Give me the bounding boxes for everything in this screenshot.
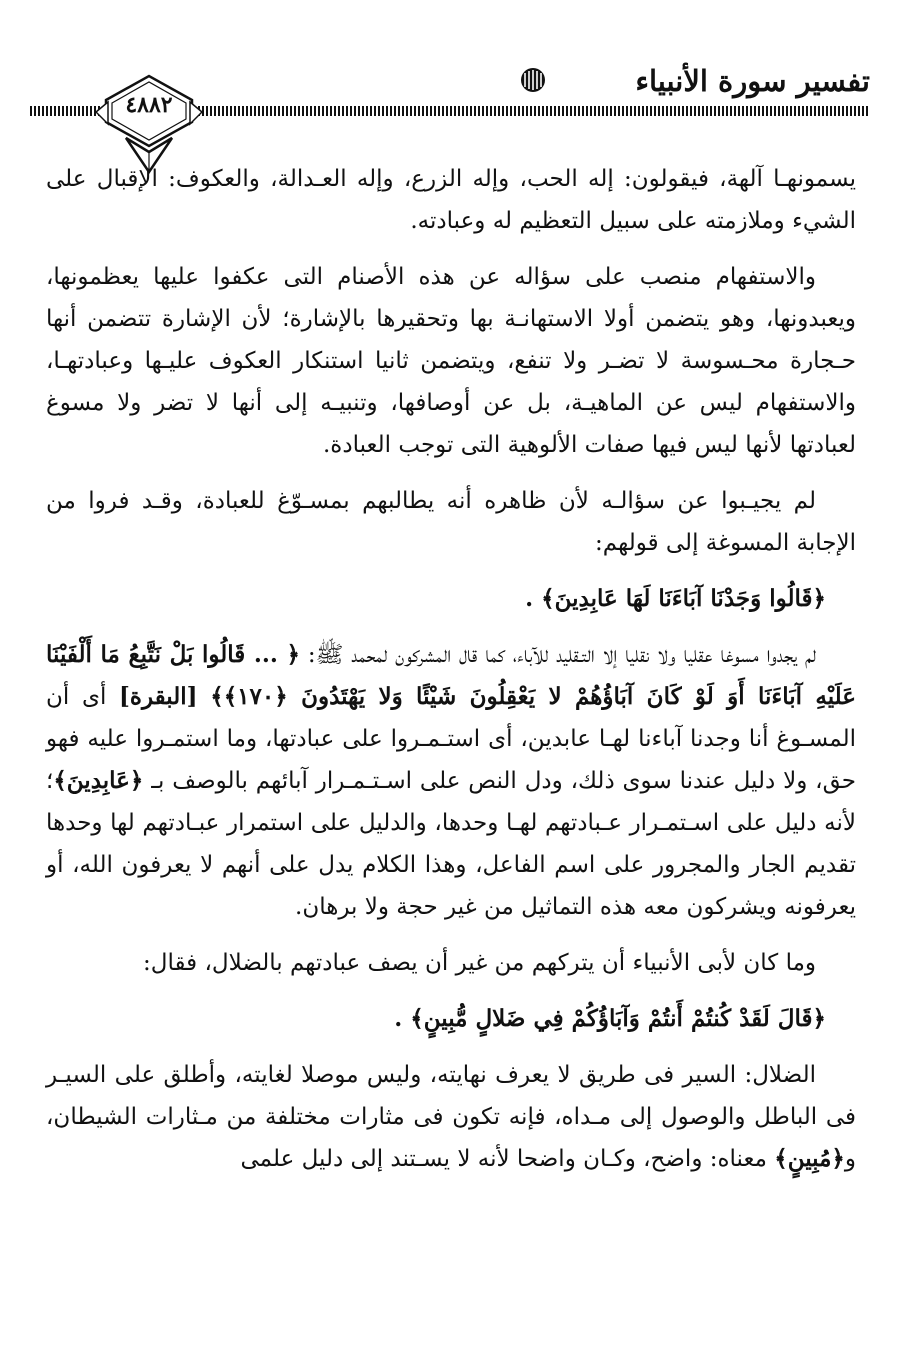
quran-word-abidin: ﴿عَابِدِينَ﴾ xyxy=(53,767,144,794)
surah-title: تفسير سورة الأنبياء xyxy=(635,64,870,98)
ornament-icon xyxy=(514,66,552,94)
paragraph-4-end: ؛ لأنه دليل على اسـتمـرار عـبادتهم لهـا وحدها، والدليل على استمرار عبـادتهم لها وحدها تقديم الجار والمجرور على اسم الفاعل، وهذا الكلام يدل على أنهم لا يعرفون الله، أو يعرفونه ويشركون معه هذه التماثيل من غير حجة ولا برهان. xyxy=(46,768,856,920)
paragraph-4 xyxy=(46,634,856,928)
paragraph-6 xyxy=(46,1054,856,1180)
quran-verse-1: ﴿قَالُوا وَجَدْنَا آبَاءَنَا لَهَا عَابِدِينَ﴾ . xyxy=(525,585,826,612)
page-number: ٤٨٨٢ xyxy=(125,92,173,118)
body-text xyxy=(46,158,856,1194)
paragraph-5: وما كان لأبى الأنبياء أن يتركهم من غير أن يصف عبادتهم بالضلال، فقال: xyxy=(143,950,816,976)
paragraph-2: والاستفهام منصب على سؤاله عن هذه الأصنام التى عكفوا عليها يعظمونها، ويعبدونها، وهو يتضمن أولا الاستهانـة بها وتحقيرها بالإشارة؛ لأن الإشارة تتضمن أنها حـجارة محـسوسة لا تضـر ولا تنفع، ويتضمن ثانيا استنكار العكوف عليـها وعبادتهـا، والاستفهام ليس عن الماهيـة، بل عن أوصافها، وتنبيـه إلى أنها لا تضر ولا مسوغ لعبادتها لأنها ليس فيها صفات الألوهية التى توجب العبادة. xyxy=(46,264,856,458)
paragraph-3: لم يجيـبوا عن سؤالـه لأن ظاهره أنه يطالبهم بمسـوّغ للعبادة، وقـد فروا من الإجابة المسوغة إلى قولهم: xyxy=(46,488,856,556)
paragraph-4-intro: لم يجدوا مسوغا عقليا ولا نقليا إلا التـقليد للآباء، كما قال المشركون لمحمد ﷺ: xyxy=(307,642,817,668)
paragraph-1: يسمونهـا آلهة، فيقولون: إله الحب، وإله الزرع، وإله العـدالة، والعكوف: الإقبال على الشيء وملازمته على سبيل التعظيم له وعبادته. xyxy=(46,166,856,234)
page-header xyxy=(30,44,870,164)
paragraph-4-middle: أى أن المسـوغ أنا وجدنا آباءنا لهـا عابدين، أى استـمـروا على عبادتها، وما استمـروا عليه فهو حق، ولا دليل عندنا سوى ذلك، ودل النص على اسـتـمـرار آبائهم بالوصف بـ xyxy=(46,684,856,794)
quran-word-mubin: ﴿مُبِينٍ﴾ xyxy=(774,1145,845,1172)
surah-reference: [البقرة] xyxy=(119,683,198,710)
quran-quote-baqarah: ﴿ ... قَالُوا بَلْ نَتَّبِعُ مَا أَلْفَيْنَا عَلَيْهِ آبَاءَنَا أَوَ لَوْ كَانَ آبَاؤُهُمْ لا يَعْقِلُونَ شَيْئًا وَلا يَهْتَدُونَ ﴿١٧٠﴾﴾ xyxy=(46,641,857,710)
quran-verse-2: ﴿قَالَ لَقَدْ كُنتُمْ أَنتُمْ وَآبَاؤُكُمْ فِي ضَلالٍ مُّبِينٍ﴾ . xyxy=(394,1005,826,1032)
paragraph-6-end: معناه: واضح، وكـان واضحا لأنه لا يسـتند إلى دليل علمى xyxy=(240,1146,767,1172)
paragraph-6-intro: الضلال: السير فى طريق لا يعرف نهايته، وليس موصلا لغايته، وأطلق على السيـر فى الباطل والوصول إلى مـداه، فإنه تكون فى مثارات مختلفة من مـثارات الشيطان، و xyxy=(46,1062,856,1172)
